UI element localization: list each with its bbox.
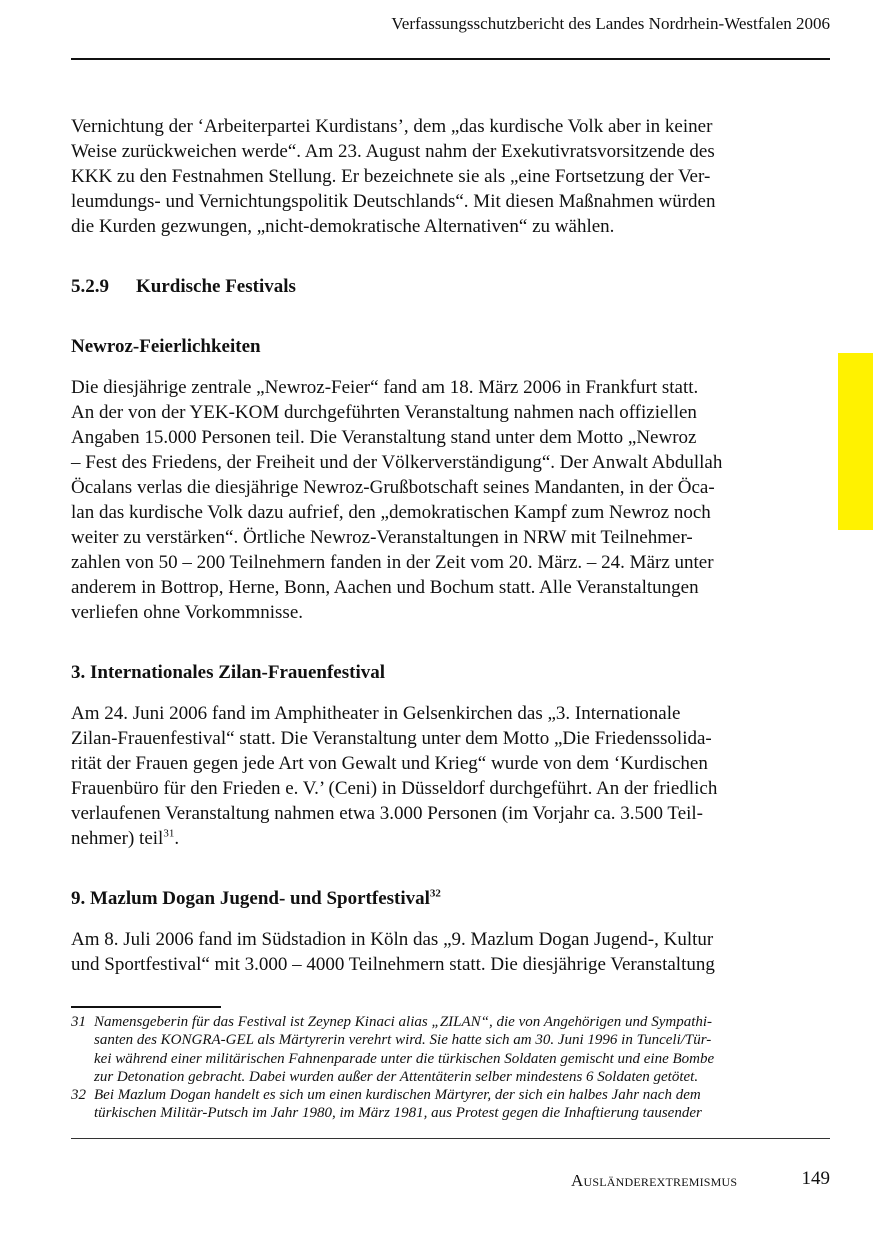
main-content — [71, 114, 789, 977]
header-rule — [71, 58, 830, 60]
footnote-number: 32 — [71, 1087, 86, 1104]
text-line: verliefen ohne Vorkommnisse. — [71, 602, 304, 623]
text-line: Am 24. Juni 2006 fand im Amphitheater in Gelsenkirchen das „3. Internationale — [71, 703, 681, 724]
text-line: zahlen von 50 – 200 Teilnehmern fanden in der Zeit vom 20. März. – 24. März unter — [71, 552, 714, 573]
footnote-line: santen des KONGRA-GEL als Märtyrerin verehrt wird. Sie hatte sich am 30. Juni 1996 in Tunceli/Tür- — [94, 1032, 712, 1049]
footnote-line: zur Detonation gebracht. Dabei wurden außer der Attentäterin selber mindestens 6 Soldaten getötet. — [94, 1068, 699, 1085]
subheading-mazlum-title: 9. Mazlum Dogan Jugend- und Sportfestival — [71, 888, 430, 909]
text-line: Frauenbüro für den Frieden e. V.’ (Ceni) in Düsseldorf durchgeführt. An der friedlich — [71, 778, 718, 799]
footnote-32 — [71, 1086, 791, 1123]
subheading-zilan: 3. Internationales Zilan-Frauenfestival — [71, 662, 386, 683]
footnote-line: Bei Mazlum Dogan handelt es sich um einen kurdischen Märtyrer, der sich ein halbes Jahr nach dem — [94, 1087, 701, 1104]
text-line: Zilan-Frauenfestival“ statt. Die Veranstaltung unter dem Motto „Die Friedenssolida- — [71, 728, 712, 749]
footnote-ref-32[interactable]: 32 — [429, 887, 441, 900]
section-number: 5.2.9 — [71, 276, 109, 297]
text-line: KKK zu den Festnahmen Stellung. Er bezeichnete sie als „eine Fortsetzung der Ver- — [71, 166, 711, 187]
text-line: verlaufenen Veranstaltung nahmen etwa 3.000 Personen (im Vorjahr ca. 3.500 Teil- — [71, 803, 704, 824]
text-line: – Fest des Friedens, der Freiheit und der Völkerverständigung“. Der Anwalt Abdullah — [71, 452, 723, 473]
text-line: Die diesjährige zentrale „Newroz-Feier“ fand am 18. März 2006 in Frankfurt statt. — [71, 377, 699, 398]
sentence-end: . — [174, 828, 180, 849]
mazlum-paragraph — [71, 927, 789, 977]
page-number: 149 — [801, 1168, 830, 1189]
footnote-separator — [71, 1006, 221, 1008]
footer-rule — [71, 1138, 830, 1139]
running-header: Verfassungsschutzbericht des Landes Nordrhein-Westfalen 2006 — [391, 14, 830, 33]
chapter-side-tab — [838, 353, 873, 530]
text-line: lan das kurdische Volk dazu aufrief, den „demokratischen Kampf zum Newroz noch — [71, 502, 711, 523]
footnote-line: türkischen Militär-Putsch im Jahr 1980, im März 1981, aus Protest gegen die Inhaftierung tausender — [94, 1105, 702, 1122]
text-line: die Kurden gezwungen, „nicht-demokratische Alternativen“ zu wählen. — [71, 216, 615, 237]
text-line: Weise zurückweichen werde“. Am 23. August nahm der Exekutivratsvorsitzende des — [71, 141, 715, 162]
section-heading — [71, 274, 789, 299]
text-line: An der von der YEK-KOM durchgeführten Veranstaltung nahmen nach offiziellen — [71, 402, 697, 423]
text-line: Am 8. Juli 2006 fand im Südstadion in Köln das „9. Mazlum Dogan Jugend-, Kultur — [71, 929, 714, 950]
text-line: und Sportfestival“ mit 3.000 – 4000 Teilnehmern statt. Die diesjährige Veranstaltung — [71, 954, 715, 975]
text-line: Vernichtung der ‘Arbeiterpartei Kurdistans’, dem „das kurdische Volk aber in keiner — [71, 116, 713, 137]
text-line: anderem in Bottrop, Herne, Bonn, Aachen und Bochum statt. Alle Veranstaltungen — [71, 577, 699, 598]
text-line: Öcalans verlas die diesjährige Newroz-Grußbotschaft seines Mandanten, in der Öca- — [71, 477, 715, 498]
newroz-paragraph — [71, 375, 789, 625]
footnote-ref-31[interactable]: 31 — [163, 827, 175, 840]
footnotes — [71, 1013, 791, 1123]
zilan-paragraph — [71, 701, 789, 851]
footnote-line: Namensgeberin für das Festival ist Zeynep Kinaci alias „ZILAN“, die von Angehörigen und Sympathi- — [94, 1014, 713, 1030]
text-line: Angaben 15.000 Personen teil. Die Veranstaltung stand unter dem Motto „Newroz — [71, 427, 697, 448]
subheading-newroz: Newroz-Feierlichkeiten — [71, 336, 261, 357]
intro-paragraph — [71, 114, 789, 239]
footnote-line: kei während einer militärischen Fahnenparade unter die türkischen Soldaten gemischt und eine Bombe — [94, 1050, 715, 1067]
text-line: weiter zu verstärken“. Örtliche Newroz-Veranstaltungen in NRW mit Teilnehmer- — [71, 527, 693, 548]
footnote-31 — [71, 1013, 791, 1086]
text-line: leumdungs- und Vernichtungspolitik Deutschlands“. Mit diesen Maßnahmen würden — [71, 191, 716, 212]
footnote-number: 31 — [71, 1014, 86, 1030]
text-line: nehmer) teil — [71, 828, 164, 849]
text-line: rität der Frauen gegen jede Art von Gewalt und Krieg“ wurde von dem ‘Kurdischen — [71, 753, 708, 774]
subheading-mazlum — [71, 886, 789, 911]
section-title: Kurdische Festivals — [136, 276, 296, 297]
footer-section-label: Ausländerextremismus — [571, 1171, 738, 1190]
